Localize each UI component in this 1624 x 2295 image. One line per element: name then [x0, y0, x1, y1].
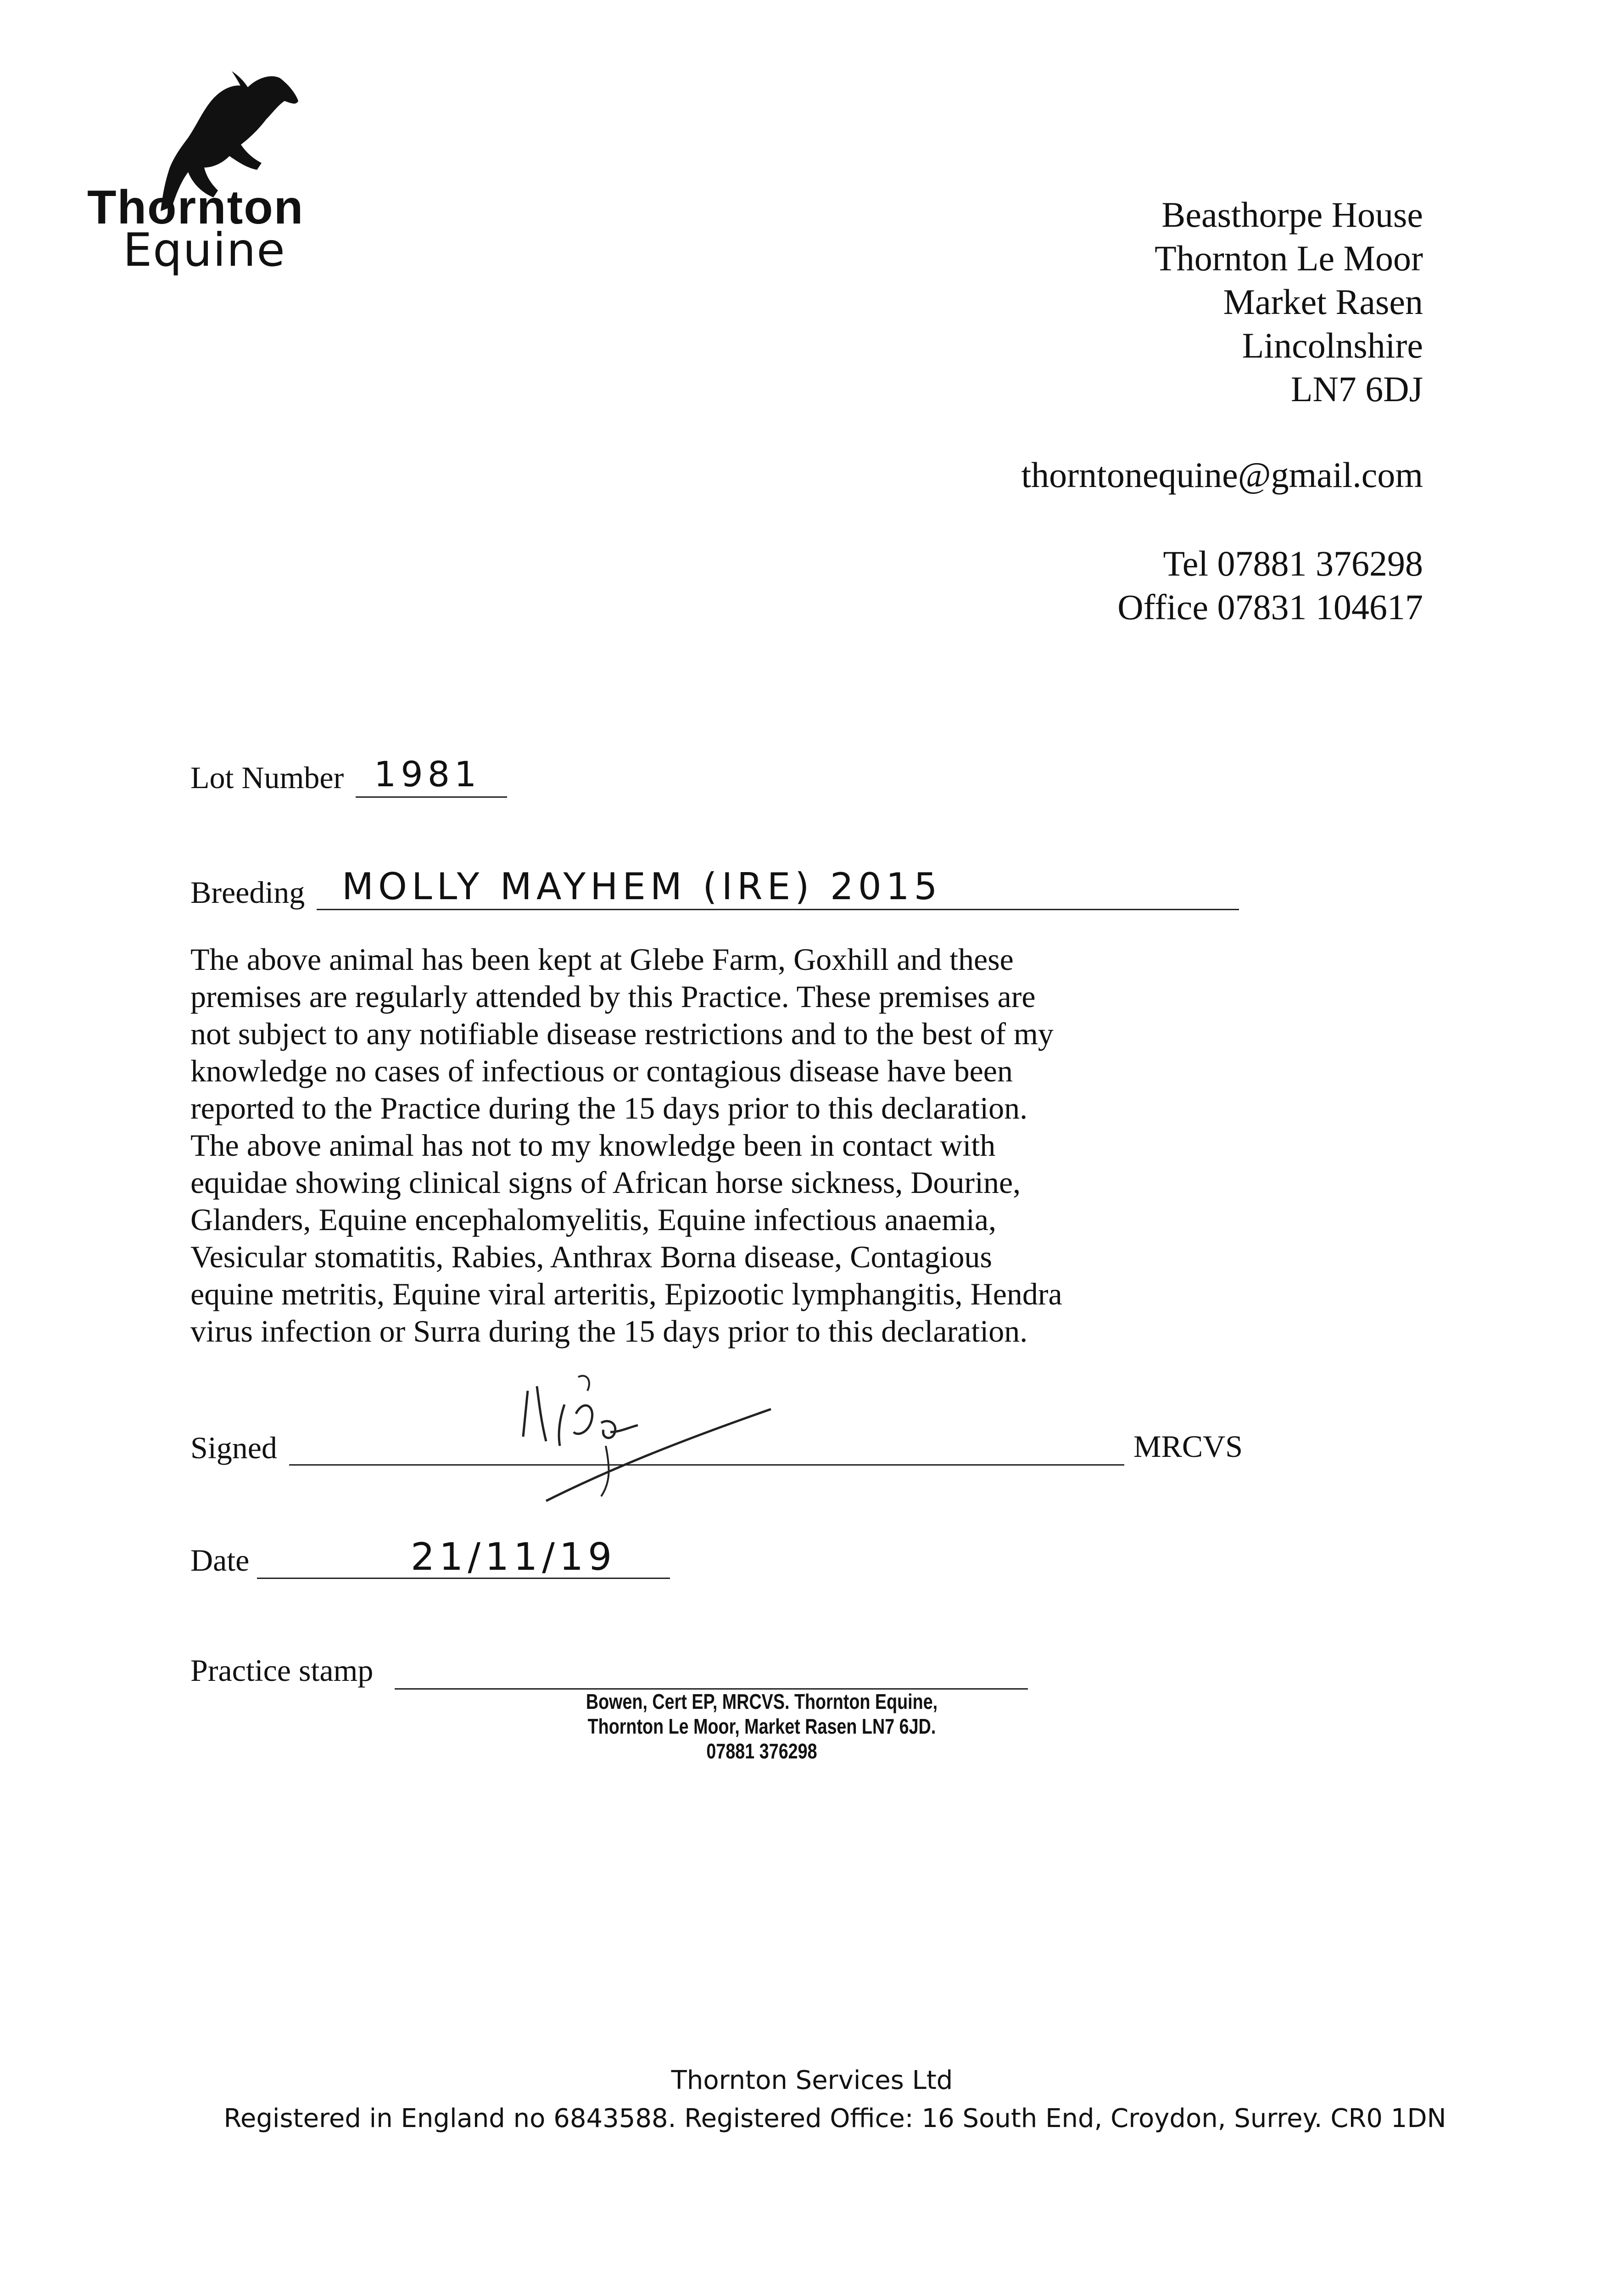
address-line: LN7 6DJ [1290, 369, 1423, 409]
date-value: 21/11/19 [411, 1535, 617, 1579]
signed-label: Signed [190, 1430, 277, 1465]
practice-stamp-label: Practice stamp [190, 1653, 374, 1688]
stamp-line: 07881 376298 [706, 1739, 817, 1763]
mrcvs-label: MRCVS [1133, 1429, 1243, 1464]
practice-stamp [486, 1689, 1037, 1763]
phone-block [1117, 542, 1423, 629]
declaration-line: equine metritis, Equine viral arteritis, Epizootic lymphangitis, Hendra [190, 1276, 1062, 1311]
email-address: thorntonequine@gmail.com [1021, 455, 1423, 495]
date-label: Date [190, 1543, 250, 1578]
address-block [1155, 193, 1423, 411]
logo-wordmark-thornton: Thornton [87, 181, 304, 234]
footer [0, 2066, 1624, 2133]
company-logo [83, 69, 340, 285]
lot-number-line [356, 796, 507, 798]
declaration-line: The above animal has been kept at Glebe Farm, Goxhill and these [190, 942, 1014, 977]
address-line: Thornton Le Moor [1155, 238, 1423, 278]
declaration-line: Vesicular stomatitis, Rabies, Anthrax Borna disease, Contagious [190, 1239, 992, 1274]
declaration-line: Glanders, Equine encephalomyelitis, Equine infectious anaemia, [190, 1202, 997, 1237]
address-line: Market Rasen [1223, 282, 1423, 322]
declaration-line: premises are regularly attended by this Practice. These premises are [190, 979, 1036, 1014]
declaration-line: not subject to any notifiable disease restrictions and to the best of my [190, 1016, 1054, 1051]
stamp-line: Bowen, Cert EP, MRCVS. Thornton Equine, [586, 1690, 938, 1713]
declaration-line: reported to the Practice during the 15 days prior to this declaration. [190, 1091, 1028, 1125]
stamp-line: Thornton Le Moor, Market Rasen LN7 6JD. [587, 1714, 936, 1738]
tel-number: Tel 07881 376298 [1163, 543, 1423, 583]
breeding-line [317, 909, 1239, 910]
logo-wordmark-equine: Equine [123, 223, 286, 277]
lot-number-value: 1981 [374, 754, 481, 795]
breeding-value: MOLLY MAYHEM (IRE) 2015 [342, 865, 942, 908]
lot-number-label: Lot Number [190, 760, 344, 795]
declaration-text [190, 941, 1177, 1350]
declaration-line: knowledge no cases of infectious or contagious disease have been [190, 1053, 1013, 1088]
declaration-line: virus infection or Surra during the 15 days prior to this declaration. [190, 1314, 1028, 1349]
footer-registration: Registered in England no 6843588. Registered Office: 16 South End, Croydon, Surrey. CR0 1DN [223, 2104, 1446, 2133]
handwritten-signature [496, 1363, 789, 1528]
declaration-line: equidae showing clinical signs of African horse sickness, Dourine, [190, 1165, 1021, 1200]
declaration-line: The above animal has not to my knowledge been in contact with [190, 1128, 996, 1163]
address-line: Lincolnshire [1242, 325, 1423, 365]
office-number: Office 07831 104617 [1117, 587, 1423, 627]
address-line: Beasthorpe House [1161, 195, 1423, 235]
breeding-label: Breeding [190, 875, 305, 910]
footer-company: Thornton Services Ltd [671, 2066, 953, 2095]
